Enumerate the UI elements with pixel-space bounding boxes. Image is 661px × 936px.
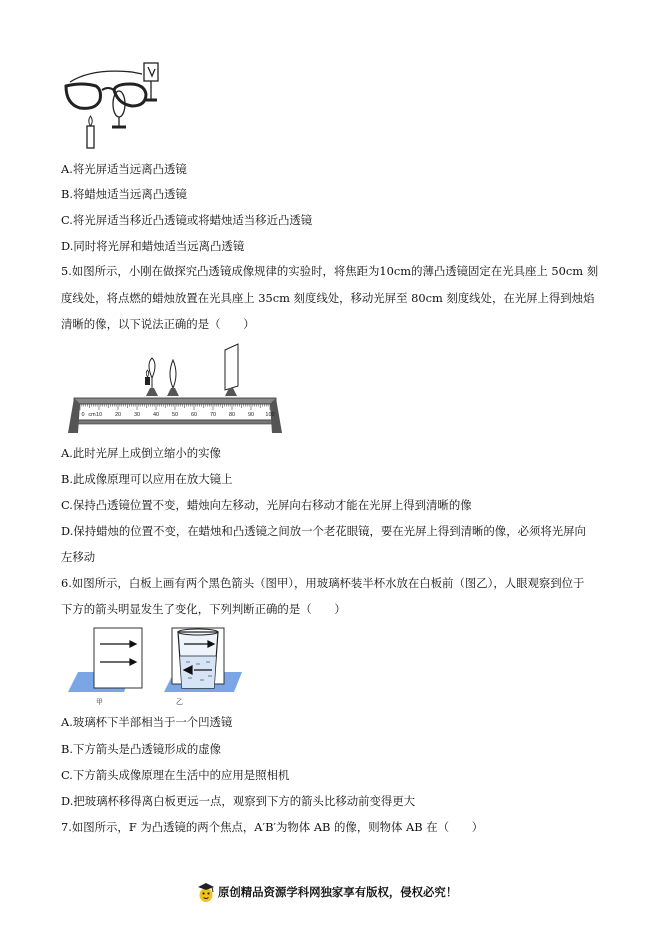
q4-option: A.将光屏适当远离凸透镜 — [61, 162, 187, 176]
q5-option: D.保持蜡烛的位置不变，在蜡烛和凸透镜之间放一个老花眼镜，要在光屏上得到清晰的像，必须将光屏向 — [61, 524, 586, 538]
figure-label-jia: 甲 — [96, 698, 103, 706]
ruler-label: 60 — [190, 412, 198, 418]
copyright-footer — [196, 881, 457, 903]
ruler-label: 30 — [133, 412, 141, 418]
arrow-board-figure — [66, 626, 246, 706]
optical-bench-figure — [66, 340, 290, 436]
ruler-label: 80 — [228, 412, 236, 418]
q5-option: 左移动 — [61, 550, 96, 564]
q7-stem: 7.如图所示，F 为凸透镜的两个焦点，A′B′为物体 AB 的像，则物体 AB 在（ ） — [61, 820, 484, 834]
q6-option: C.下方箭头成像原理在生活中的应用是照相机 — [61, 768, 290, 782]
ruler-label: 10 — [95, 412, 103, 418]
ruler-label: 40 — [152, 412, 160, 418]
ruler-label: 100 — [265, 412, 275, 418]
q5-stem: 5.如图所示，小刚在做探究凸透镜成像规律的实验时，将焦距为10cm的薄凸透镜固定在光具座上 50cm 刻 — [61, 264, 599, 278]
q5-option: B.此成像原理可以应用在放大镜上 — [61, 472, 233, 486]
ruler-label: 90 — [247, 412, 255, 418]
q6-stem: 下方的箭头明显发生了变化，下列判断正确的是（ ） — [61, 602, 346, 616]
q4-option: D.同时将光屏和蜡烛适当远离凸透镜 — [61, 239, 245, 253]
q5-option: A.此时光屏上成倒立缩小的实像 — [61, 446, 221, 460]
q4-option: B.将蜡烛适当远离凸透镜 — [61, 187, 187, 201]
ruler-label: 0 — [81, 412, 85, 418]
q6-option: D.把玻璃杯移得离白板更远一点，观察到下方的箭头比移动前变得更大 — [61, 794, 416, 808]
mascot-icon — [196, 881, 216, 903]
glasses-lens-figure — [62, 60, 172, 150]
q6-option: B.下方箭头是凸透镜形成的虚像 — [61, 742, 222, 756]
q5-option: C.保持凸透镜位置不变，蜡烛向左移动，光屏向右移动才能在光屏上得到清晰的像 — [61, 498, 472, 512]
ruler-label: 50 — [171, 412, 179, 418]
q6-option: A.玻璃杯下半部相当于一个凹透镜 — [61, 715, 233, 729]
ruler-unit: cm — [88, 412, 96, 418]
q5-stem: 清晰的像，以下说法正确的是（ ） — [61, 317, 255, 331]
q4-option: C.将光屏适当移近凸透镜或将蜡烛适当移近凸透镜 — [61, 213, 313, 227]
ruler-label: 70 — [209, 412, 217, 418]
figure-label-yi: 乙 — [176, 698, 183, 706]
q6-stem: 6.如图所示，白板上画有两个黑色箭头（图甲），用玻璃杯装半杯水放在白板前（图乙），人眼观察到位于 — [61, 576, 585, 590]
q5-stem: 度线处，将点燃的蜡烛放置在光具座上 35cm 刻度线处，移动光屏至 80cm 刻度线处，在光屏上得到烛焰 — [61, 291, 595, 305]
footer-text: 原创精品资源学科网独家享有版权，侵权必究！ — [218, 885, 458, 899]
ruler-label: 20 — [114, 412, 122, 418]
